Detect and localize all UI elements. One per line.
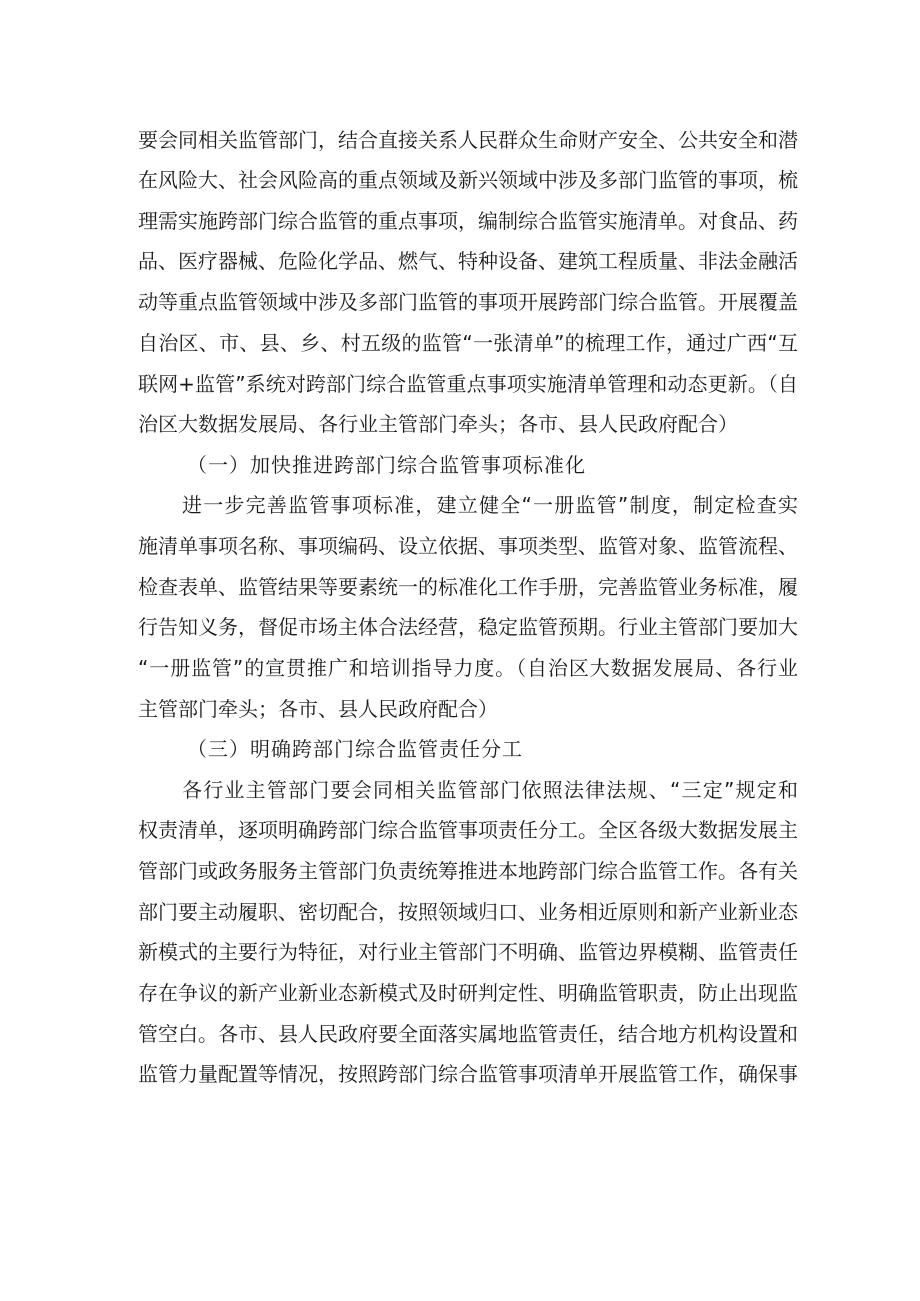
paragraph-line: “一册监管”的宣贯推广和培训指导力度。（自治区大数据发展局、各行业 — [138, 656, 798, 680]
paragraph-line: 管空白。各市、县人民政府要全面落实属地监管责任，结合地方机构设置和 — [138, 1022, 798, 1046]
paragraph-line: 各行业主管部门要会同相关监管部门依照法律法规、“三定”规定和 — [182, 778, 798, 802]
paragraph-line: 新模式的主要行为特征，对行业主管部门不明确、监管边界模糊、监管责任 — [138, 940, 798, 964]
paragraph-line: 进一步完善监管事项标准，建立健全“一册监管”制度，制定检查实 — [182, 493, 798, 517]
paragraph-line: 存在争议的新产业新业态新模式及时研判定性、明确监管职责，防止出现监 — [138, 981, 798, 1005]
paragraph-line: 理需实施跨部门综合监管的重点事项，编制综合监管实施清单。对食品、药 — [138, 209, 798, 233]
paragraph-line: 在风险大、社会风险高的重点领域及新兴领域中涉及多部门监管的事项，梳 — [138, 168, 798, 192]
paragraph-line: 权责清单，逐项明确跨部门综合监管事项责任分工。全区各级大数据发展主 — [138, 818, 798, 842]
paragraph-line: 检查表单、监管结果等要素统一的标准化工作手册，完善监管业务标准，履 — [138, 575, 798, 599]
section-heading: （三）明确跨部门综合监管责任分工 — [187, 737, 523, 761]
paragraph-line: 联网+监管”系统对跨部门综合监管重点事项实施清单管理和动态更新。（自 — [138, 372, 798, 396]
paragraph-line: 行告知义务，督促市场主体合法经营，稳定监管预期。行业主管部门要加大 — [138, 615, 798, 639]
paragraph-line: 管部门或政务服务主管部门负责统筹推进本地跨部门综合监管工作。各有关 — [138, 859, 798, 883]
paragraph-line: 要会同相关监管部门，结合直接关系人民群众生命财产安全、公共安全和潜 — [138, 128, 798, 152]
paragraph-line: 品、医疗器械、危险化学品、燃气、特种设备、建筑工程质量、非法金融活 — [138, 249, 798, 273]
paragraph-line: 监管力量配置等情况，按照跨部门综合监管事项清单开展监管工作，确保事 — [138, 1062, 798, 1086]
paragraph-line: 主管部门牵头；各市、县人民政府配合） — [138, 697, 498, 721]
paragraph-line: 部门要主动履职、密切配合，按照领域归口、业务相近原则和新产业新业态 — [138, 900, 798, 924]
paragraph-line: 自治区、市、县、乡、村五级的监管“一张清单”的梳理工作，通过广西“互 — [138, 331, 798, 355]
section-heading: （一）加快推进跨部门综合监管事项标准化 — [187, 453, 586, 477]
paragraph-line: 治区大数据发展局、各行业主管部门牵头；各市、县人民政府配合） — [138, 412, 738, 436]
paragraph-line: 施清单事项名称、事项编码、设立依据、事项类型、监管对象、监管流程、 — [138, 534, 798, 558]
paragraph-line: 动等重点监管领域中涉及多部门监管的事项开展跨部门综合监管。开展覆盖 — [138, 290, 798, 314]
